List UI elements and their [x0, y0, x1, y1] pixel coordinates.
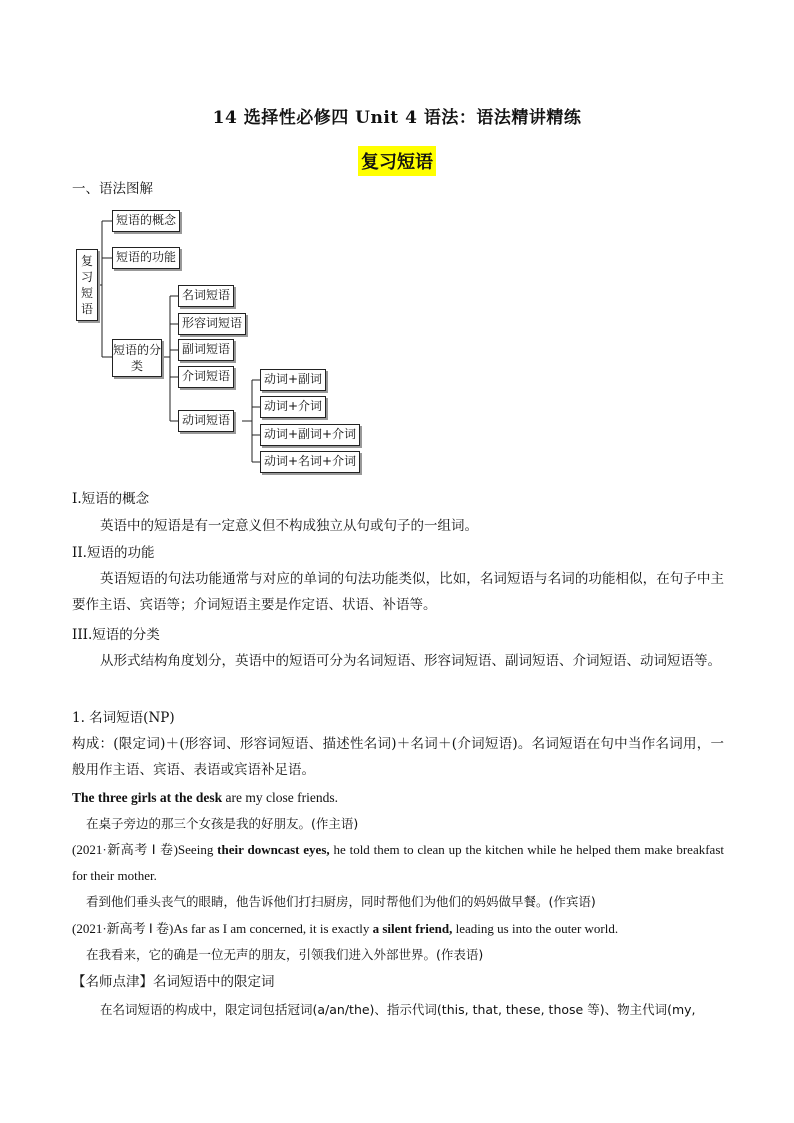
diagram-type-adjective: 形容词短语 [178, 313, 246, 335]
section-heading-diagram: 一、语法图解 [72, 181, 153, 197]
example-3-pre: (2021·新高考 Ⅰ 卷)As far as I am concerned, it is exactly [72, 921, 373, 936]
example-2-translation: 看到他们垂头丧气的眼睛，他告诉他们打扫厨房，同时帮他们为他们的妈妈做早餐。(作宾语) [86, 894, 596, 909]
document-subtitle: 复习短语 [358, 146, 436, 176]
example-2-bold: their downcast eyes, [217, 842, 330, 857]
example-1-bold: The three girls at the desk [72, 790, 223, 805]
example-2-pre: (2021·新高考 Ⅰ 卷)Seeing [72, 842, 218, 857]
example-3 [72, 920, 618, 938]
diagram-type-noun: 名词短语 [178, 285, 234, 307]
tip-text: 在名词短语的构成中，限定词包括冠词(a/an/the)、指示代词(this, that, these, those 等)、物主代词(my, [100, 1002, 696, 1017]
example-1 [72, 789, 338, 807]
diagram-type-preposition: 介词短语 [178, 366, 234, 388]
diagram-verb-preposition: 动词+介词 [260, 396, 326, 418]
example-1-translation: 在桌子旁边的那三个女孩是我的好朋友。(作主语) [86, 816, 359, 831]
function-text: 英语短语的句法功能通常与对应的单词的句法功能类似，比如，名词短语与名词的功能相似，在句子中主要作主语、宾语等；介词短语主要是作定语、状语、补语等。 [72, 571, 724, 613]
diagram-type-verb: 动词短语 [178, 410, 234, 432]
class-heading: III.短语的分类 [72, 627, 160, 643]
example-3-rest: leading us into the outer world. [452, 921, 619, 936]
diagram-verb-noun-preposition: 动词+名词+介词 [260, 451, 360, 473]
example-2 [72, 837, 724, 889]
diagram-root-box: 复习短语 [76, 249, 98, 321]
diagram-verb-adverb-preposition: 动词+副词+介词 [260, 424, 360, 446]
diagram-type-adverb: 副词短语 [178, 339, 234, 361]
class-text: 从形式结构角度划分，英语中的短语可分为名词短语、形容词短语、副词短语、介词短语、动词短语等。 [100, 653, 721, 669]
diagram-function-box: 短语的功能 [112, 247, 180, 269]
np-structure: 构成：(限定词)＋(形容词、形容词短语、描述性名词)＋名词＋(介词短语)。名词短语在句中当作名词用，一般用作主语、宾语、表语或宾语补足语。 [72, 736, 724, 778]
document-title: 14 选择性必修四 Unit 4 语法：语法精讲精练 [212, 108, 582, 128]
diagram-classification-box: 短语的分类 [112, 339, 162, 377]
concept-text: 英语中的短语是有一定意义但不构成独立从句或句子的一组词。 [100, 518, 478, 534]
concept-heading: I.短语的概念 [72, 491, 150, 507]
diagram-verb-adverb: 动词+副词 [260, 369, 326, 391]
diagram-concept-box: 短语的概念 [112, 210, 180, 232]
example-2-rest: he told them to clean up the kitchen while he helped them make breakfast for their mother. [72, 842, 724, 883]
example-3-translation: 在我看来，它的确是一位无声的朋友，引领我们进入外部世界。(作表语) [86, 947, 484, 962]
grammar-diagram [70, 205, 370, 480]
tip-heading: 【名师点津】名词短语中的限定词 [72, 974, 275, 990]
np-heading: 1. 名词短语(NP) [72, 710, 175, 726]
function-heading: II.短语的功能 [72, 545, 155, 561]
example-3-bold: a silent friend, [372, 921, 453, 936]
example-1-rest: are my close friends. [222, 790, 338, 805]
subtitle-wrapper [0, 146, 794, 176]
